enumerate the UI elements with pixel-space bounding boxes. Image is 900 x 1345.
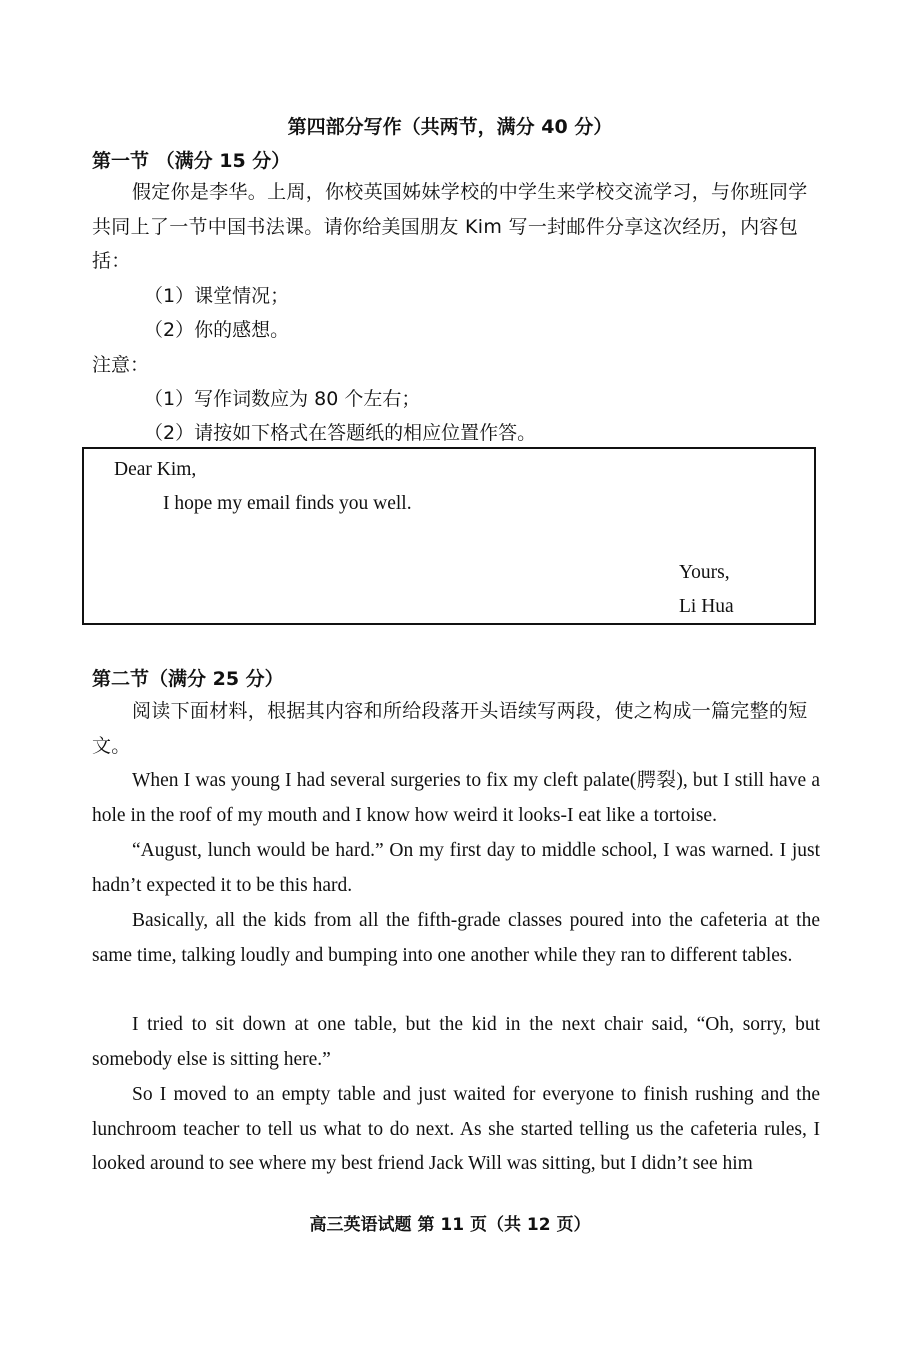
page-footer: 高三英语试题 第 11 页（共 12 页） [309,1215,591,1235]
passage-paragraph-2: “August, lunch would be hard.” On my first day to middle school, I was warned. I just hadn’t expected it to be this hard. [92,840,820,896]
section2-heading: 第二节（满分 25 分） [92,668,284,690]
section2-instruction: 阅读下面材料，根据其内容和所给段落开头语续写两段，使之构成一篇完整的短文。 [92,700,808,757]
content-item-2: （2）你的感想。 [144,319,290,341]
content-item-1: （1）课堂情况； [144,285,290,307]
letter-opening: I hope my email finds you well. [163,493,412,514]
passage-paragraph-3: Basically, all the kids from all the fifth-grade classes poured into the cafeteria at the same time, talking loudly and bumping into one another while they ran to different tables. [92,910,820,966]
note-item-1: （1）写作词数应为 80 个左右； [144,388,421,410]
part-title: 第四部分写作（共两节，满分 40 分） [287,116,613,138]
letter-format-box [82,447,816,625]
passage-paragraph-1: When I was young I had several surgeries to fix my cleft palate(腭裂), but I still have a hole in the roof of my mouth and I know how weird it looks-I eat like a tortoise. [92,770,820,826]
section1-heading: 第一节 （满分 15 分） [92,150,291,172]
letter-closing: Yours, [679,562,730,583]
section1-prompt: 假定你是李华。上周，你校英国姊妹学校的中学生来学校交流学习，与你班同学共同上了一节中国书法课。请你给美国朋友 Kim 写一封邮件分享这次经历，内容包括： [92,181,808,272]
note-item-2: （2）请按如下格式在答题纸的相应位置作答。 [144,422,537,444]
passage-paragraph-4: I tried to sit down at one table, but the kid in the next chair said, “Oh, sorry, but somebody else is sitting here.” [92,1014,820,1070]
passage-paragraph-5: So I moved to an empty table and just waited for everyone to finish rushing and the lunchroom teacher to tell us what to do next. As she started telling us the cafeteria rules, I looked around to see where my best friend Jack Will was sitting, but I didn’t see him [92,1084,820,1175]
notes-label: 注意： [92,354,150,376]
letter-signature: Li Hua [679,596,734,617]
letter-greeting: Dear Kim, [114,459,197,480]
